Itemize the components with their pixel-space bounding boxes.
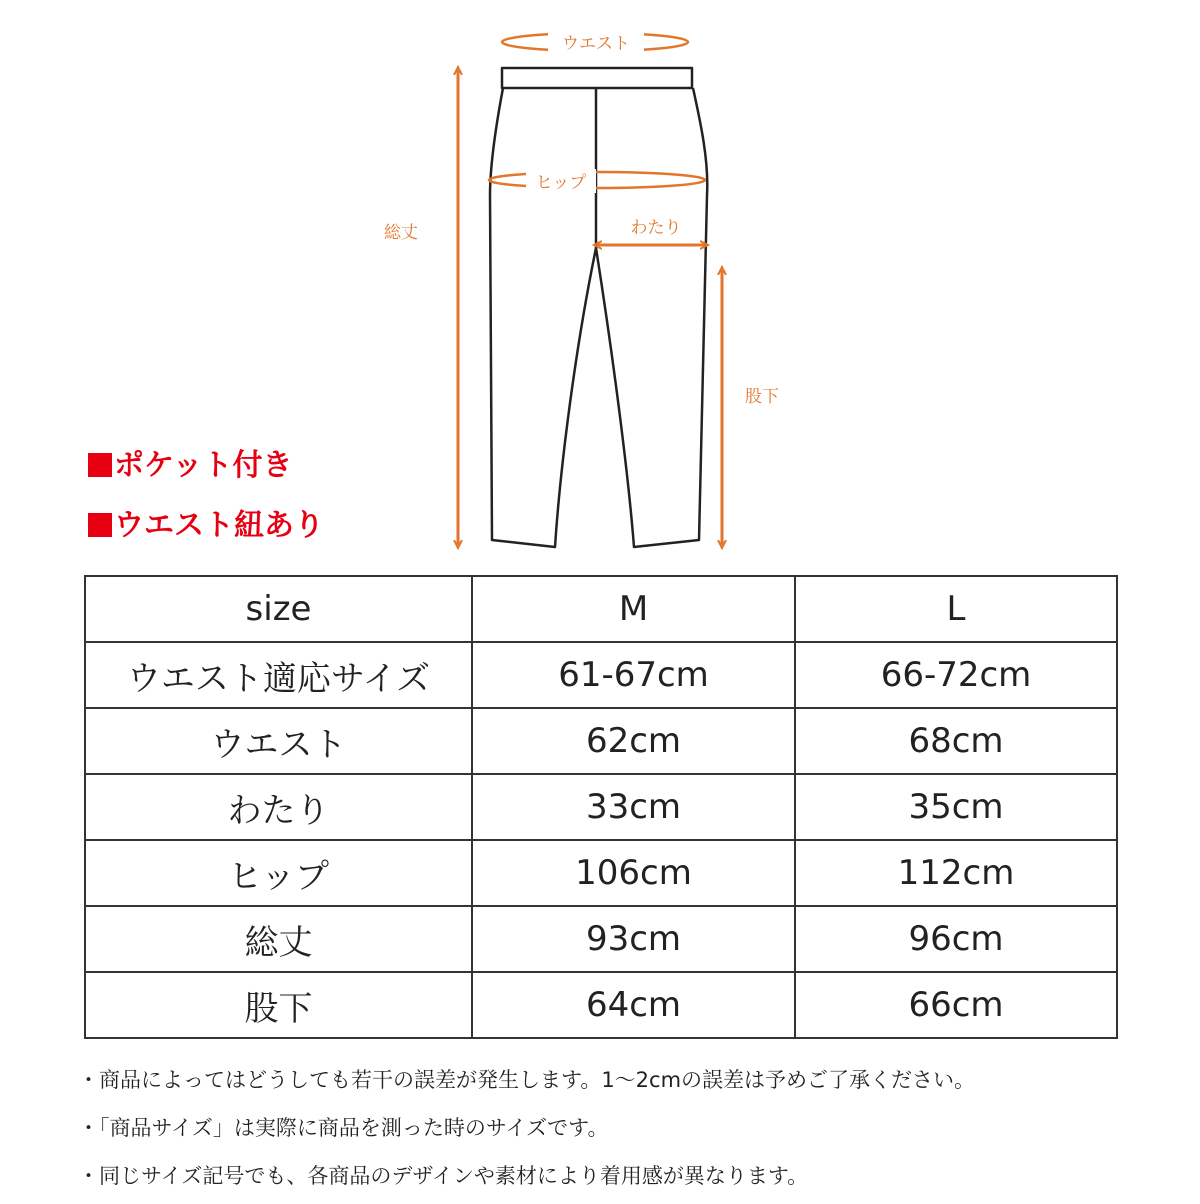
row-label: 総丈 [85,906,472,972]
waistband [502,68,692,88]
table-row [85,840,1117,906]
row-label: ウエスト適応サイズ [85,642,472,708]
feature-pocket [88,440,293,484]
pants-body [490,88,707,547]
thigh-label: わたり [630,218,682,238]
header-size: size [85,576,472,642]
cell-l: 66-72cm [795,642,1117,708]
cell-m: 106cm [472,840,795,906]
cell-l: 112cm [795,840,1117,906]
cell-m: 33cm [472,774,795,840]
cell-l: 96cm [795,906,1117,972]
note-item: ・商品によってはどうしても若干の誤差が発生します。1〜2cmの誤差は予めご了承ください。 [78,1068,976,1092]
header-m: M [472,576,795,642]
table-row [85,708,1117,774]
table-row [85,906,1117,972]
table-row [85,642,1117,708]
cell-l: 35cm [795,774,1117,840]
feature-text: ポケット付き [114,448,293,483]
red-square-icon [88,453,112,477]
row-label: 股下 [85,972,472,1038]
red-square-icon [88,513,112,537]
size-table [84,575,1118,1039]
feature-waist-string [88,500,324,544]
pants-outline [490,68,707,547]
table-row [85,972,1117,1038]
waist-label: ウエスト [562,34,630,54]
cell-m: 93cm [472,906,795,972]
table-row [85,774,1117,840]
notes-list [78,1060,1178,1204]
row-label: わたり [85,774,472,840]
note-item: ・「商品サイズ」は実際に商品を測った時のサイズです。 [78,1116,609,1140]
hip-label: ヒップ [535,173,587,193]
table-header-row [85,576,1117,642]
total-length-label: 総丈 [384,223,418,243]
thigh-measure [597,218,705,245]
inseam-measure [722,270,779,545]
feature-text: ウエスト紐あり [114,508,324,543]
cell-m: 64cm [472,972,795,1038]
cell-m: 61-67cm [472,642,795,708]
header-l: L [795,576,1117,642]
row-label: ヒップ [85,840,472,906]
note-item: ・同じサイズ記号でも、各商品のデザインや素材により着用感が異なります。 [78,1164,809,1188]
row-label: ウエスト [85,708,472,774]
waist-measure [502,30,688,54]
inseam-label: 股下 [745,387,779,407]
total-length-measure [384,70,458,545]
cell-l: 68cm [795,708,1117,774]
cell-l: 66cm [795,972,1117,1038]
cell-m: 62cm [472,708,795,774]
